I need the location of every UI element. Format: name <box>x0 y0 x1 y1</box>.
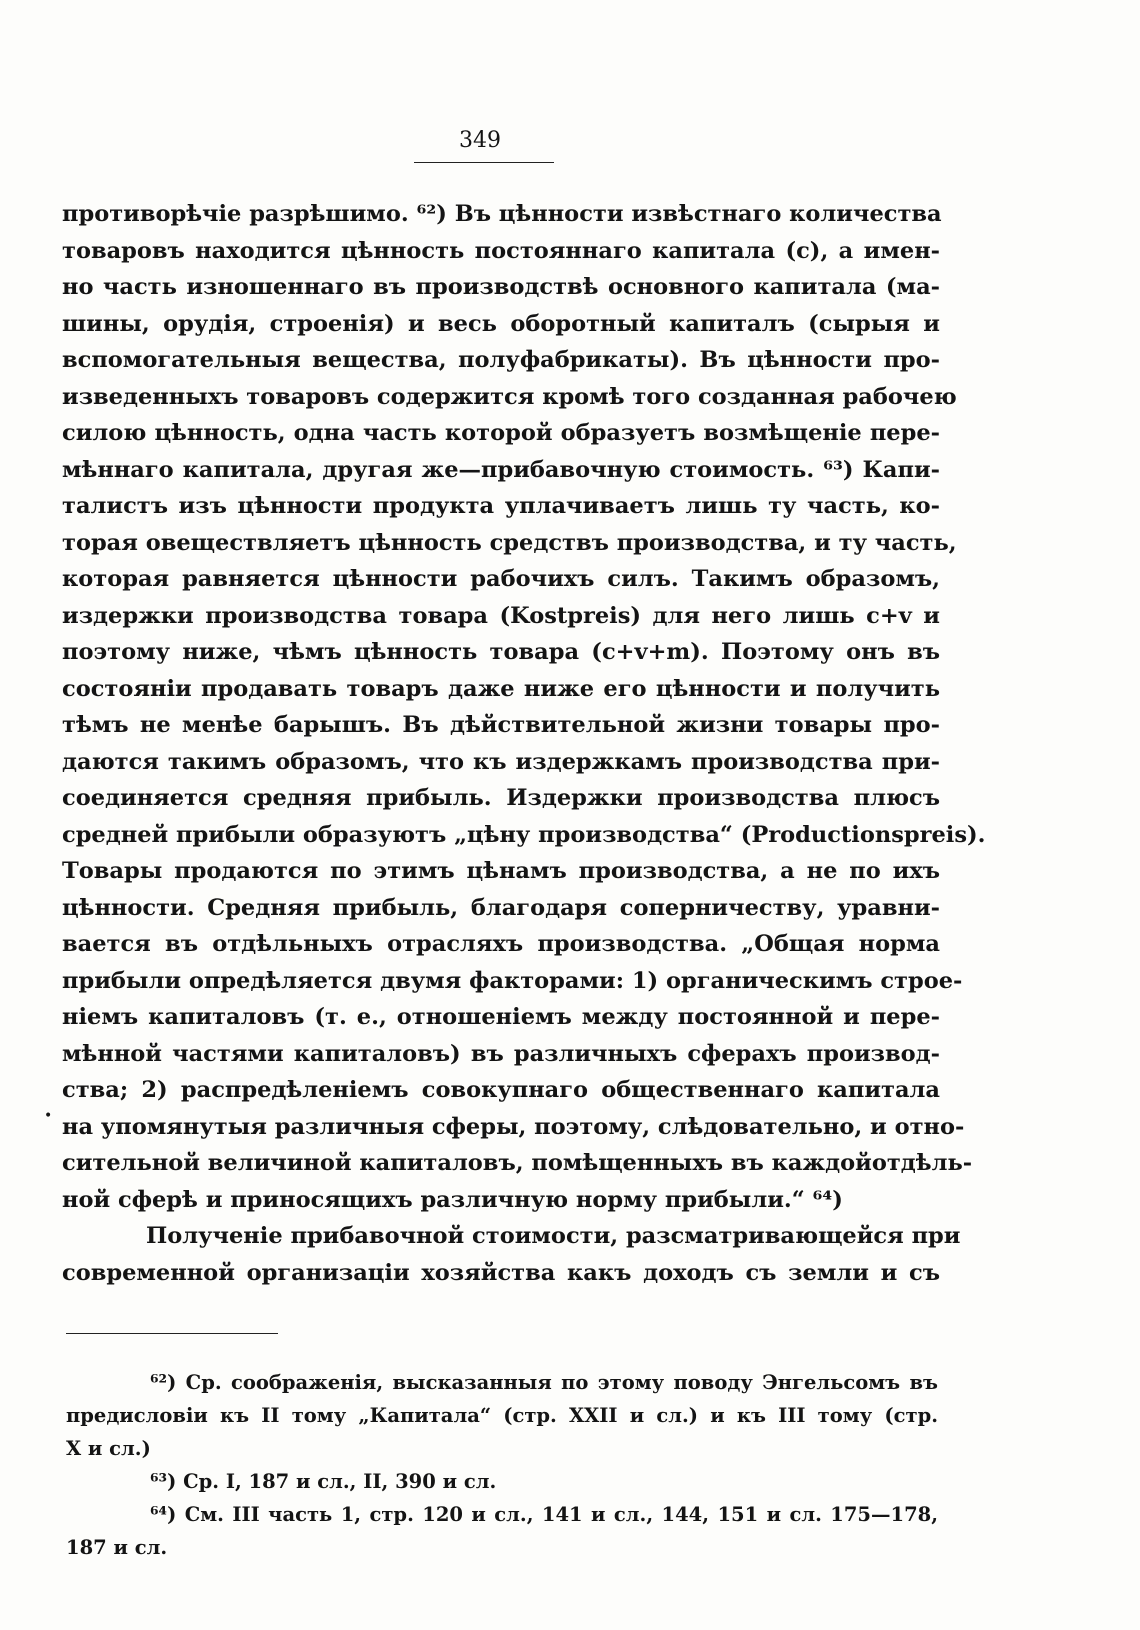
page-number: 349 <box>459 128 501 153</box>
text-line: даются такимъ образомъ, что къ издержкамъ производства при- <box>62 748 940 775</box>
text-line: поэтому ниже, чѣмъ цѣнность товара (c+v+m). Поэтому онъ въ <box>62 639 940 665</box>
text-line: ства; 2) распредѣленіемъ совокупнаго общественнаго капитала <box>62 1077 940 1103</box>
text-line: прибыли опредѣляется двумя факторами: 1) органическимъ строе- <box>62 967 963 994</box>
footnote-line: предисловіи къ II тому „Капитала“ (стр. XXII и сл.) и къ III тому (стр. <box>66 1404 938 1427</box>
text-line: издержки производства товара (Kostpreis) для него лишь c+v и <box>62 602 940 629</box>
text-line: средней прибыли образуютъ „цѣну производства“ (Productionspreis). <box>62 821 986 848</box>
main-text <box>62 196 986 1291</box>
text-line: но часть изношеннаго въ производствѣ основного капитала (ма- <box>62 274 940 300</box>
header-rule <box>414 162 554 163</box>
text-line: мѣннаго капитала, другая же—прибавочную стоимость. ⁶³) Капи- <box>62 456 940 483</box>
text-line: изведенныхъ товаровъ содержится кромѣ того созданная рабочею <box>62 383 957 410</box>
text-line: шины, орудія, строенія) и весь оборотный капиталъ (сырыя и <box>62 310 940 337</box>
footnote-line: 187 и сл. <box>66 1536 168 1559</box>
text-line: вспомогательныя вещества, полуфабрикаты). Въ цѣнности про- <box>62 347 940 373</box>
text-line: тѣмъ не менѣе барышъ. Въ дѣйствительной жизни товары про- <box>62 712 940 738</box>
text-line: вается въ отдѣльныхъ отрасляхъ производства. „Общая норма <box>62 931 940 957</box>
text-line: противорѣчіе разрѣшимо. ⁶²) Въ цѣнности извѣстнаго количества <box>62 201 942 227</box>
text-line: цѣнности. Средняя прибыль, благодаря соперничеству, уравни- <box>62 894 940 921</box>
footnote-separator <box>66 1333 278 1334</box>
footnotes <box>66 1366 938 1564</box>
text-line: мѣнной частями капиталовъ) въ различныхъ сферахъ производ- <box>62 1040 940 1067</box>
text-line: ніемъ капиталовъ (т. е., отношеніемъ между постоянной и пере- <box>62 1004 940 1030</box>
text-line: Товары продаются по этимъ цѣнамъ производства, а не по ихъ <box>62 858 940 884</box>
text-line: талистъ изъ цѣнности продукта уплачиваетъ лишь ту часть, ко- <box>62 493 940 519</box>
text-line: торая овеществляетъ цѣнность средствъ производства, и ту часть, <box>62 529 957 556</box>
footnote-line: ⁶⁴) См. III часть 1, стр. 120 и сл., 141 и сл., 144, 151 и сл. 175—178, <box>150 1503 938 1526</box>
text-line: ной сферѣ и приносящихъ различную норму прибыли.“ ⁶⁴) <box>62 1186 843 1213</box>
margin-mark: • <box>44 1108 53 1124</box>
text-line: сительной величиной капиталовъ, помѣщенныхъ въ каждойотдѣль- <box>62 1150 973 1176</box>
text-line: на упомянутыя различныя сферы, поэтому, слѣдовательно, и отно- <box>62 1113 965 1140</box>
footnote-line: ⁶²) Ср. соображенія, высказанныя по этому поводу Энгельсомъ въ <box>150 1371 938 1394</box>
footnote-line: X и сл.) <box>66 1437 151 1460</box>
text-line: силою цѣнность, одна часть которой образуетъ возмѣщеніе пере- <box>62 420 940 446</box>
text-line: товаровъ находится цѣнность постояннаго капитала (c), а имен- <box>62 237 940 264</box>
paragraph-start-line: Полученіе прибавочной стоимости, разсматривающейся при <box>146 1223 961 1249</box>
text-line: которая равняется цѣнности рабочихъ силъ. Такимъ образомъ, <box>62 566 940 592</box>
footnote-line: ⁶³) Ср. I, 187 и сл., II, 390 и сл. <box>150 1470 497 1493</box>
text-line: соединяется средняя прибыль. Издержки производства плюсъ <box>62 785 940 811</box>
text-line: состояніи продавать товаръ даже ниже его цѣнности и получить <box>62 675 940 702</box>
text-line: современной организаціи хозяйства какъ доходъ съ земли и съ <box>62 1259 940 1286</box>
